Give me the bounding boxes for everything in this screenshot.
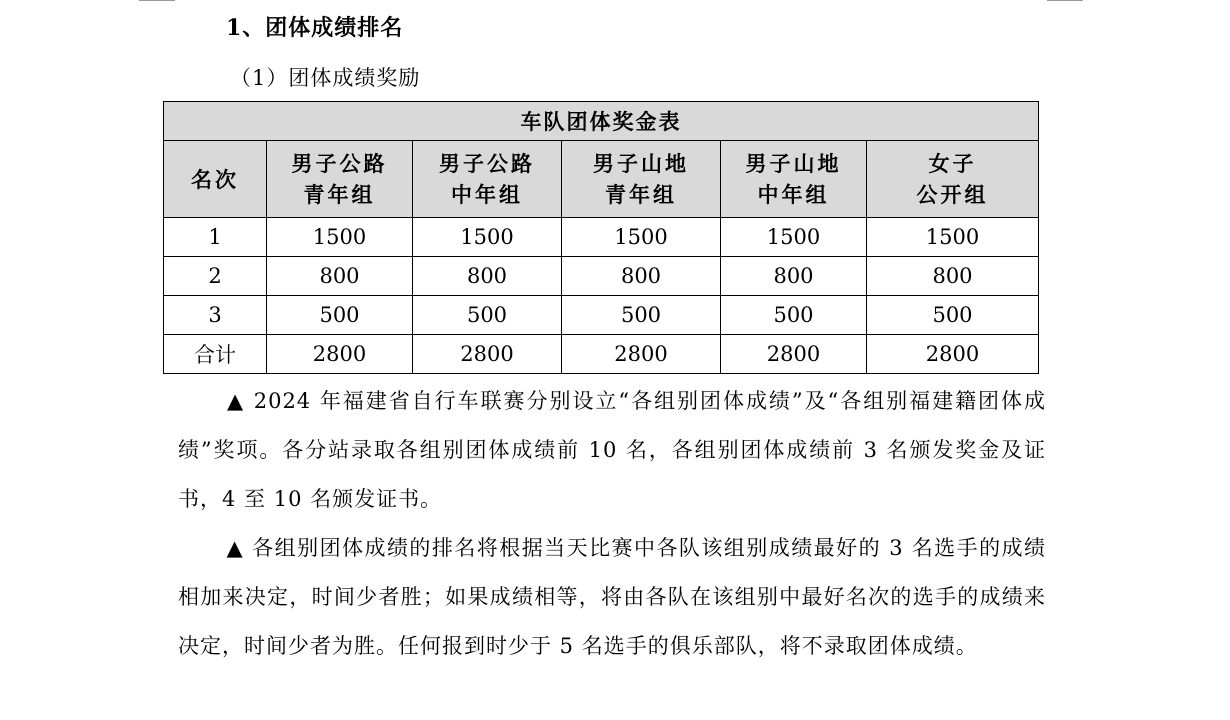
sub-title: （1）团体成绩奖励 xyxy=(230,66,421,90)
column-header-women-open xyxy=(867,141,1039,218)
column-header-line: 男子公路 xyxy=(439,151,535,176)
page-corner-mark-right xyxy=(1047,0,1083,1)
paragraph-ranking-rules xyxy=(178,524,1046,671)
column-header-rank xyxy=(164,141,267,218)
prize-cell: 500 xyxy=(413,296,562,335)
column-header-line: 男子山地 xyxy=(593,151,689,176)
column-header-line: 公开组 xyxy=(916,182,989,207)
column-header-line: 男子山地 xyxy=(745,151,842,176)
prize-cell: 800 xyxy=(721,257,867,296)
prize-cell: 1500 xyxy=(562,218,721,257)
prize-cell: 1500 xyxy=(413,218,562,257)
column-header-line: 名次 xyxy=(191,166,239,192)
prize-cell: 500 xyxy=(867,296,1039,335)
paragraph-team-awards xyxy=(178,377,1046,524)
column-header-men-road-middle xyxy=(413,141,562,218)
total-cell: 2800 xyxy=(413,335,562,374)
table-row-total xyxy=(164,335,1039,374)
prize-cell: 800 xyxy=(267,257,413,296)
prize-cell: 500 xyxy=(267,296,413,335)
total-cell: 2800 xyxy=(721,335,867,374)
column-header-men-mtb-middle xyxy=(721,141,867,218)
table-row xyxy=(164,296,1039,335)
table-row xyxy=(164,218,1039,257)
column-header-line: 女子 xyxy=(928,151,977,176)
total-cell: 2800 xyxy=(267,335,413,374)
prize-cell: 800 xyxy=(562,257,721,296)
column-header-men-road-youth xyxy=(267,141,413,218)
prize-cell: 1500 xyxy=(867,218,1039,257)
team-prize-table xyxy=(163,101,1039,374)
paragraph-text: ▲ 2024 年福建省自行车联赛分别设立“各组别团体成绩”及“各组别福建籍团体成绩”奖项。各分站录取各组别团体成绩前 10 名，各组别团体成绩前 3 名颁发奖金及证书，4 至 10 名颁发证书。 xyxy=(178,389,1046,511)
prize-cell: 1500 xyxy=(267,218,413,257)
prize-cell: 800 xyxy=(867,257,1039,296)
column-header-line: 中年组 xyxy=(451,182,523,207)
paragraph-text: ▲ 各组别团体成绩的排名将根据当天比赛中各队该组别成绩最好的 3 名选手的成绩相加来决定，时间少者胜；如果成绩相等，将由各队在该组别中最好名次的选手的成绩来决定，时间少者为胜。任何报到时少于 5 名选手的俱乐部队，将不录取团体成绩。 xyxy=(178,536,1046,658)
page-corner-mark-left xyxy=(139,0,175,1)
column-header-line: 中年组 xyxy=(757,182,830,207)
rank-cell: 2 xyxy=(164,257,267,296)
column-header-line: 青年组 xyxy=(303,182,376,207)
section-title: 1、团体成绩排名 xyxy=(226,15,404,41)
prize-cell: 500 xyxy=(721,296,867,335)
column-header-line: 青年组 xyxy=(605,182,677,207)
rank-cell: 3 xyxy=(164,296,267,335)
table-row xyxy=(164,257,1039,296)
table-caption: 车队团体奖金表 xyxy=(164,102,1039,141)
rank-cell: 合计 xyxy=(164,335,267,374)
prize-cell: 1500 xyxy=(721,218,867,257)
column-header-line: 男子公路 xyxy=(291,151,388,176)
total-cell: 2800 xyxy=(562,335,721,374)
column-header-men-mtb-youth xyxy=(562,141,721,218)
total-cell: 2800 xyxy=(867,335,1039,374)
rank-cell: 1 xyxy=(164,218,267,257)
prize-cell: 500 xyxy=(562,296,721,335)
prize-cell: 800 xyxy=(413,257,562,296)
